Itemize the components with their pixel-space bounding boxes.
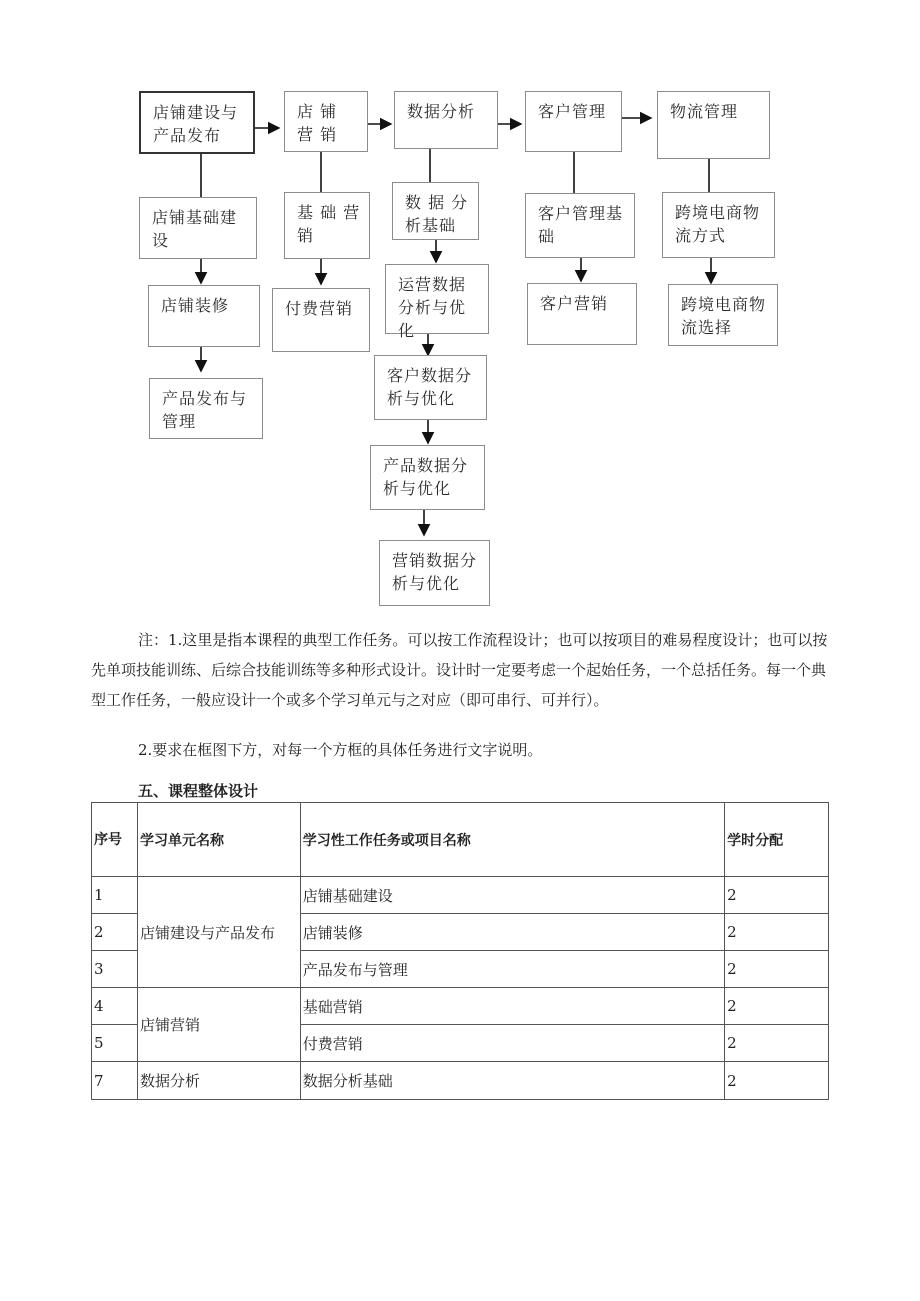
workflow-diagram xyxy=(0,0,920,620)
row-hours: 2 xyxy=(725,951,829,988)
row-hours: 2 xyxy=(725,988,829,1025)
row-task-name: 店铺装修 xyxy=(300,914,724,951)
row-task-name: 店铺基础建设 xyxy=(300,877,724,914)
row-index: 5 xyxy=(92,1025,138,1062)
course-design-table xyxy=(91,802,829,1100)
box-data-analysis: 数据分析 xyxy=(394,91,498,149)
row-index: 3 xyxy=(92,951,138,988)
header-hours: 学时分配 xyxy=(725,803,829,877)
header-unit-name: 学习单元名称 xyxy=(137,803,300,877)
row-hours: 2 xyxy=(725,914,829,951)
table-header-row xyxy=(92,803,829,877)
row-unit-name: 店铺建设与产品发布 xyxy=(137,877,300,988)
box-store-decoration: 店铺装修 xyxy=(148,285,260,347)
note-1-text: 注：1.这里是指本课程的典型工作任务。可以按工作流程设计；也可以按项目的难易程度设计；也可以按先单项技能训练、后综合技能训练等多种形式设计。设计时一定要考虑一个起始任务，一个总括任务。每一个典型工作任务，一般应设计一个或多个学习单元与之对应（即可串行、可并行）。 xyxy=(91,631,828,709)
section-title: 五、课程整体设计 xyxy=(138,782,259,800)
note-2 xyxy=(138,735,828,765)
row-unit-name: 店铺营销 xyxy=(137,988,300,1062)
row-task-name: 数据分析基础 xyxy=(300,1062,724,1100)
box-logistics-selection: 跨境电商物流选择 xyxy=(668,284,778,346)
box-customer-marketing: 客户营销 xyxy=(527,283,637,345)
box-marketing-data-analysis: 营销数据分析与优化 xyxy=(379,540,490,606)
note-2-text: 2.要求在框图下方，对每一个方框的具体任务进行文字说明。 xyxy=(138,741,543,759)
box-customer-data-analysis: 客户数据分析与优化 xyxy=(374,355,487,420)
box-logistics-management: 物流管理 xyxy=(657,91,770,159)
header-index: 序号 xyxy=(92,803,138,877)
box-product-data-analysis: 产品数据分析与优化 xyxy=(370,445,485,510)
box-data-analysis-basics: 数 据 分 析基础 xyxy=(392,182,479,240)
box-store-marketing: 店 铺 营 销 xyxy=(284,91,368,152)
box-basic-marketing: 基 础 营 销 xyxy=(284,192,370,259)
row-hours: 2 xyxy=(725,877,829,914)
box-logistics-methods: 跨境电商物流方式 xyxy=(662,192,775,258)
box-customer-management: 客户管理 xyxy=(525,91,622,152)
header-task-name: 学习性工作任务或项目名称 xyxy=(300,803,724,877)
row-task-name: 产品发布与管理 xyxy=(300,951,724,988)
note-1 xyxy=(91,625,829,715)
row-index: 7 xyxy=(92,1062,138,1100)
row-hours: 2 xyxy=(725,1062,829,1100)
box-product-publish-manage: 产品发布与管理 xyxy=(149,378,263,439)
table-row xyxy=(92,1062,829,1100)
row-hours: 2 xyxy=(725,1025,829,1062)
table-row xyxy=(92,877,829,914)
row-index: 4 xyxy=(92,988,138,1025)
box-paid-marketing: 付费营销 xyxy=(272,288,370,352)
box-customer-management-basics: 客户管理基础 xyxy=(525,193,635,258)
row-task-name: 基础营销 xyxy=(300,988,724,1025)
row-index: 2 xyxy=(92,914,138,951)
box-operations-data-analysis: 运营数据分析与优化 xyxy=(385,264,489,334)
box-store-basic-build: 店铺基础建设 xyxy=(139,197,257,259)
table-row xyxy=(92,988,829,1025)
box-store-build-publish: 店铺建设与产品发布 xyxy=(139,91,255,154)
row-index: 1 xyxy=(92,877,138,914)
row-task-name: 付费营销 xyxy=(300,1025,724,1062)
row-unit-name: 数据分析 xyxy=(137,1062,300,1100)
